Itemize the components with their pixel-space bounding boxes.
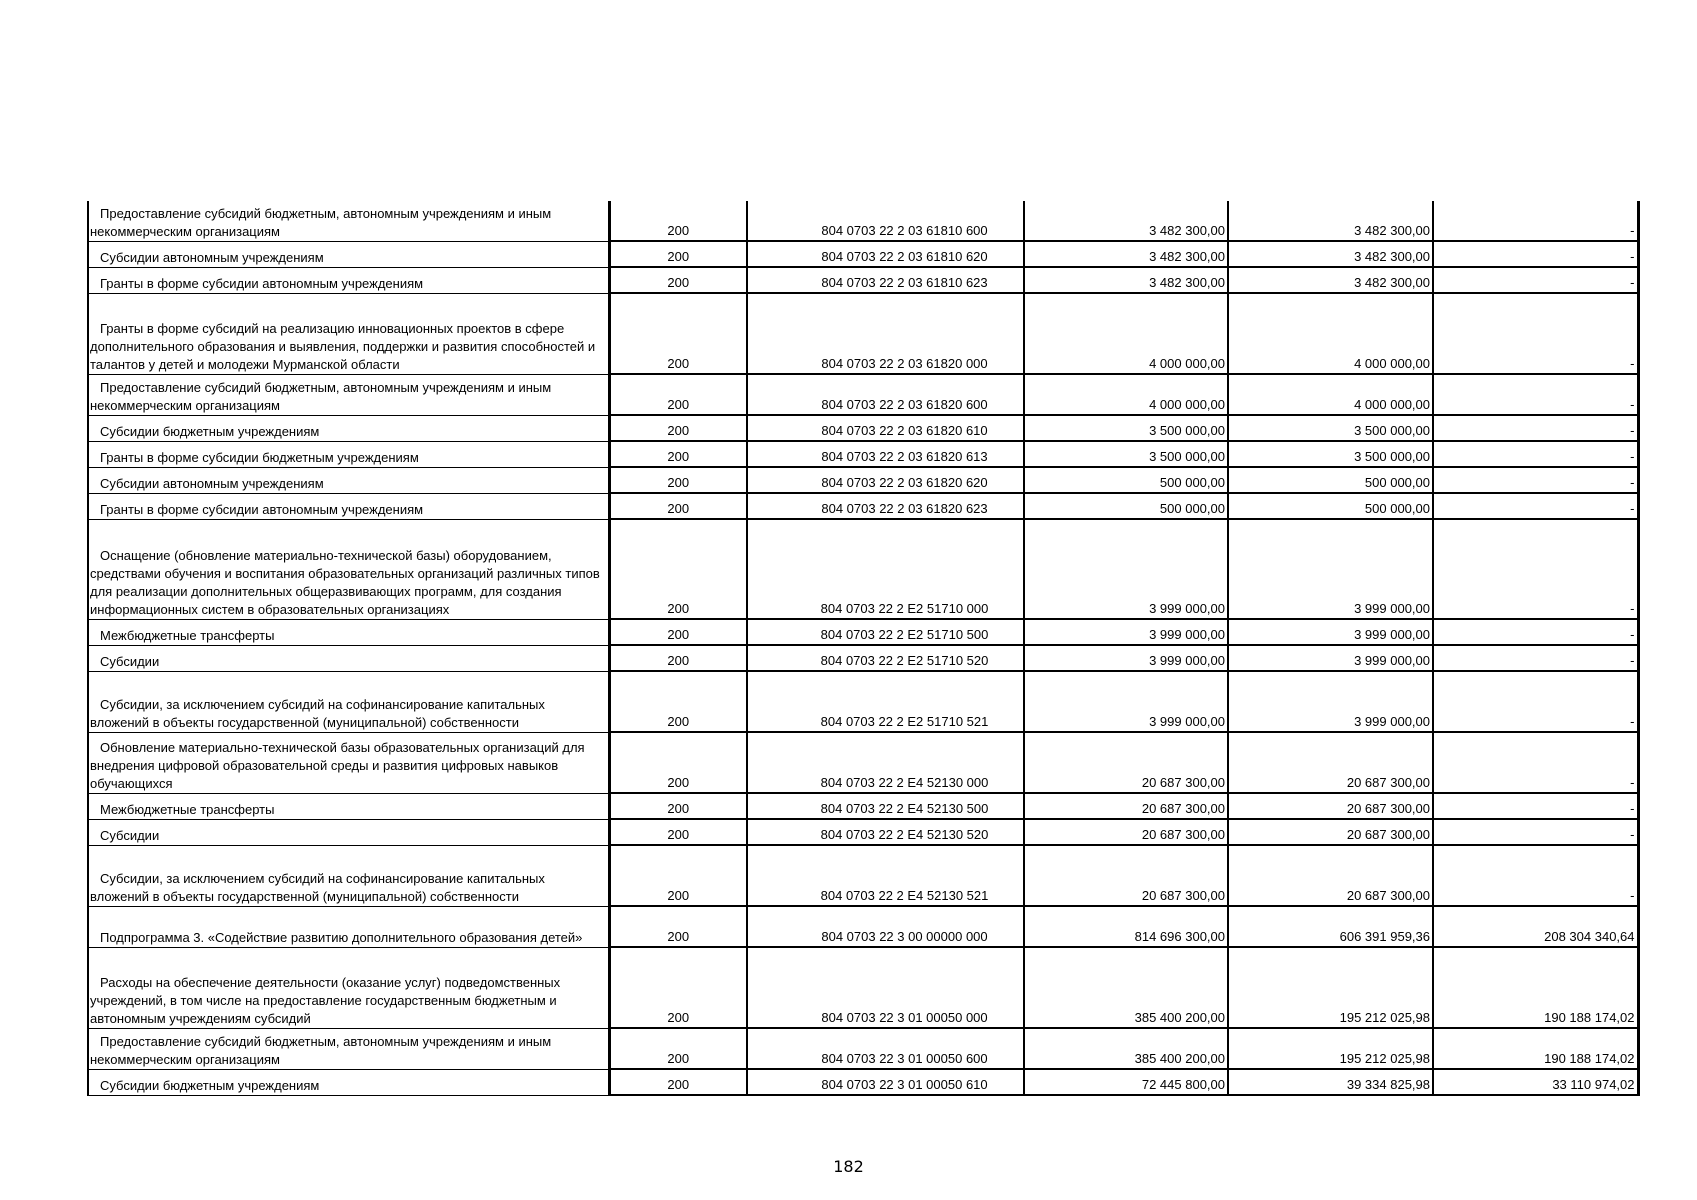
table-row bbox=[88, 947, 1638, 1028]
row-executed-amount-cell: 3 500 000,00 bbox=[1228, 415, 1433, 441]
row-line-code-cell: 200 bbox=[609, 619, 747, 645]
table-row bbox=[88, 1028, 1638, 1069]
row-executed-amount-cell: 3 999 000,00 bbox=[1228, 671, 1433, 732]
row-executed-amount-cell: 20 687 300,00 bbox=[1228, 732, 1433, 793]
page-number: 182 bbox=[833, 1157, 864, 1176]
row-approved-amount-cell: 20 687 300,00 bbox=[1024, 845, 1228, 906]
row-unexecuted-amount-cell: 208 304 340,64 bbox=[1433, 906, 1638, 947]
row-approved-amount-cell: 500 000,00 bbox=[1024, 493, 1228, 519]
row-approved-amount-cell: 3 482 300,00 bbox=[1024, 201, 1228, 241]
row-executed-amount-cell: 3 999 000,00 bbox=[1228, 645, 1433, 671]
table-row bbox=[88, 467, 1638, 493]
table-row bbox=[88, 845, 1638, 906]
row-line-code-cell: 200 bbox=[609, 793, 747, 819]
row-executed-amount-cell: 3 500 000,00 bbox=[1228, 441, 1433, 467]
row-line-code-cell: 200 bbox=[609, 374, 747, 415]
row-budget-code-cell: 804 0703 22 2 03 61810 620 bbox=[747, 241, 1024, 267]
row-name-text: Субсидии bbox=[100, 827, 160, 843]
table-row bbox=[88, 793, 1638, 819]
row-name-text: Субсидии bbox=[100, 653, 160, 669]
row-name-text: Межбюджетные трансферты bbox=[100, 801, 275, 817]
table-row bbox=[88, 267, 1638, 293]
row-unexecuted-amount-cell: - bbox=[1433, 845, 1638, 906]
row-name-cell bbox=[88, 845, 609, 906]
table-row bbox=[88, 732, 1638, 793]
row-budget-code-cell: 804 0703 22 2 03 61810 623 bbox=[747, 267, 1024, 293]
row-name-text: Субсидии бюджетным учреждениям bbox=[100, 423, 320, 439]
row-line-code-cell: 200 bbox=[609, 493, 747, 519]
table-row bbox=[88, 671, 1638, 732]
row-approved-amount-cell: 4 000 000,00 bbox=[1024, 293, 1228, 374]
row-unexecuted-amount-cell: - bbox=[1433, 732, 1638, 793]
row-name-cell bbox=[88, 519, 609, 619]
row-executed-amount-cell: 3 482 300,00 bbox=[1228, 201, 1433, 241]
row-name-cell bbox=[88, 793, 609, 819]
row-unexecuted-amount-cell: - bbox=[1433, 374, 1638, 415]
row-approved-amount-cell: 20 687 300,00 bbox=[1024, 732, 1228, 793]
row-budget-code-cell: 804 0703 22 3 01 00050 000 bbox=[747, 947, 1024, 1028]
row-executed-amount-cell: 500 000,00 bbox=[1228, 467, 1433, 493]
row-name-cell bbox=[88, 1069, 609, 1095]
row-executed-amount-cell: 500 000,00 bbox=[1228, 493, 1433, 519]
row-budget-code-cell: 804 0703 22 3 01 00050 600 bbox=[747, 1028, 1024, 1069]
row-name-text: Субсидии, за исключением субсидий на софинансирование капитальных вложений в объекты государственной (муниципальной) собственности bbox=[90, 870, 545, 904]
row-name-cell bbox=[88, 819, 609, 845]
row-unexecuted-amount-cell: - bbox=[1433, 493, 1638, 519]
row-budget-code-cell: 804 0703 22 2 03 61820 623 bbox=[747, 493, 1024, 519]
table-row bbox=[88, 415, 1638, 441]
row-approved-amount-cell: 3 500 000,00 bbox=[1024, 415, 1228, 441]
row-unexecuted-amount-cell: - bbox=[1433, 671, 1638, 732]
row-line-code-cell: 200 bbox=[609, 732, 747, 793]
row-approved-amount-cell: 3 482 300,00 bbox=[1024, 241, 1228, 267]
budget-execution-table bbox=[87, 201, 1640, 1096]
row-executed-amount-cell: 4 000 000,00 bbox=[1228, 293, 1433, 374]
row-budget-code-cell: 804 0703 22 3 00 00000 000 bbox=[747, 906, 1024, 947]
table-row bbox=[88, 819, 1638, 845]
row-budget-code-cell: 804 0703 22 2 E2 51710 500 bbox=[747, 619, 1024, 645]
row-name-text: Субсидии автономным учреждениям bbox=[100, 475, 324, 491]
row-line-code-cell: 200 bbox=[609, 441, 747, 467]
row-line-code-cell: 200 bbox=[609, 1069, 747, 1095]
table-row bbox=[88, 1069, 1638, 1095]
row-unexecuted-amount-cell: - bbox=[1433, 441, 1638, 467]
row-line-code-cell: 200 bbox=[609, 1028, 747, 1069]
row-name-text: Гранты в форме субсидии автономным учреждениям bbox=[100, 501, 424, 517]
row-approved-amount-cell: 3 999 000,00 bbox=[1024, 645, 1228, 671]
row-line-code-cell: 200 bbox=[609, 947, 747, 1028]
row-name-cell bbox=[88, 732, 609, 793]
row-name-text: Субсидии, за исключением субсидий на софинансирование капитальных вложений в объекты государственной (муниципальной) собственности bbox=[90, 696, 545, 730]
row-executed-amount-cell: 195 212 025,98 bbox=[1228, 1028, 1433, 1069]
row-name-cell bbox=[88, 906, 609, 947]
row-name-cell bbox=[88, 241, 609, 267]
row-budget-code-cell: 804 0703 22 2 03 61820 620 bbox=[747, 467, 1024, 493]
row-executed-amount-cell: 606 391 959,36 bbox=[1228, 906, 1433, 947]
row-name-text: Субсидии бюджетным учреждениям bbox=[100, 1077, 320, 1093]
row-name-text: Предоставление субсидий бюджетным, автономным учреждениям и иным некоммерческим организациям bbox=[90, 205, 552, 239]
row-line-code-cell: 200 bbox=[609, 293, 747, 374]
row-name-text: Подпрограмма 3. «Содействие развитию дополнительного образования детей» bbox=[100, 929, 583, 945]
row-line-code-cell: 200 bbox=[609, 201, 747, 241]
table-row bbox=[88, 201, 1638, 241]
row-budget-code-cell: 804 0703 22 2 03 61820 600 bbox=[747, 374, 1024, 415]
row-unexecuted-amount-cell: - bbox=[1433, 415, 1638, 441]
row-budget-code-cell: 804 0703 22 2 E2 51710 521 bbox=[747, 671, 1024, 732]
row-approved-amount-cell: 72 445 800,00 bbox=[1024, 1069, 1228, 1095]
row-unexecuted-amount-cell: 190 188 174,02 bbox=[1433, 947, 1638, 1028]
row-name-text: Предоставление субсидий бюджетным, автономным учреждениям и иным некоммерческим организациям bbox=[90, 1033, 552, 1067]
row-budget-code-cell: 804 0703 22 2 E2 51710 000 bbox=[747, 519, 1024, 619]
row-line-code-cell: 200 bbox=[609, 671, 747, 732]
row-approved-amount-cell: 20 687 300,00 bbox=[1024, 793, 1228, 819]
table-row bbox=[88, 374, 1638, 415]
table-row bbox=[88, 519, 1638, 619]
row-name-text: Межбюджетные трансферты bbox=[100, 627, 275, 643]
row-executed-amount-cell: 3 482 300,00 bbox=[1228, 241, 1433, 267]
row-line-code-cell: 200 bbox=[609, 519, 747, 619]
row-budget-code-cell: 804 0703 22 2 03 61820 000 bbox=[747, 293, 1024, 374]
row-approved-amount-cell: 3 999 000,00 bbox=[1024, 671, 1228, 732]
row-executed-amount-cell: 20 687 300,00 bbox=[1228, 793, 1433, 819]
row-unexecuted-amount-cell: - bbox=[1433, 467, 1638, 493]
table-row bbox=[88, 906, 1638, 947]
row-executed-amount-cell: 3 999 000,00 bbox=[1228, 519, 1433, 619]
row-budget-code-cell: 804 0703 22 2 03 61810 600 bbox=[747, 201, 1024, 241]
row-name-cell bbox=[88, 415, 609, 441]
row-unexecuted-amount-cell: - bbox=[1433, 519, 1638, 619]
row-name-cell bbox=[88, 467, 609, 493]
row-unexecuted-amount-cell: - bbox=[1433, 201, 1638, 241]
row-line-code-cell: 200 bbox=[609, 467, 747, 493]
row-approved-amount-cell: 4 000 000,00 bbox=[1024, 374, 1228, 415]
row-name-text: Оснащение (обновление материально-технической базы) оборудованием, средствами обучения и воспитания образовательных организаций различных типов для реализации дополнительных общеразвивающих программ, для создания информационных систем в образовательных организациях bbox=[90, 547, 600, 617]
row-unexecuted-amount-cell: - bbox=[1433, 619, 1638, 645]
row-budget-code-cell: 804 0703 22 2 03 61820 613 bbox=[747, 441, 1024, 467]
row-name-cell bbox=[88, 947, 609, 1028]
table-row bbox=[88, 241, 1638, 267]
row-name-text: Предоставление субсидий бюджетным, автономным учреждениям и иным некоммерческим организациям bbox=[90, 379, 552, 413]
row-name-cell bbox=[88, 1028, 609, 1069]
row-approved-amount-cell: 385 400 200,00 bbox=[1024, 1028, 1228, 1069]
row-line-code-cell: 200 bbox=[609, 267, 747, 293]
row-line-code-cell: 200 bbox=[609, 906, 747, 947]
row-approved-amount-cell: 20 687 300,00 bbox=[1024, 819, 1228, 845]
row-name-cell bbox=[88, 201, 609, 241]
row-name-cell bbox=[88, 293, 609, 374]
row-name-cell bbox=[88, 267, 609, 293]
row-unexecuted-amount-cell: - bbox=[1433, 793, 1638, 819]
row-name-text: Субсидии автономным учреждениям bbox=[100, 249, 324, 265]
row-line-code-cell: 200 bbox=[609, 241, 747, 267]
table-body bbox=[88, 201, 1638, 1095]
row-line-code-cell: 200 bbox=[609, 819, 747, 845]
row-name-cell bbox=[88, 493, 609, 519]
row-approved-amount-cell: 3 999 000,00 bbox=[1024, 619, 1228, 645]
row-unexecuted-amount-cell: - bbox=[1433, 819, 1638, 845]
row-approved-amount-cell: 3 500 000,00 bbox=[1024, 441, 1228, 467]
row-budget-code-cell: 804 0703 22 2 E4 52130 000 bbox=[747, 732, 1024, 793]
row-approved-amount-cell: 3 482 300,00 bbox=[1024, 267, 1228, 293]
table-row bbox=[88, 645, 1638, 671]
table-row bbox=[88, 441, 1638, 467]
table-row bbox=[88, 619, 1638, 645]
row-name-cell bbox=[88, 619, 609, 645]
row-approved-amount-cell: 3 999 000,00 bbox=[1024, 519, 1228, 619]
row-unexecuted-amount-cell: - bbox=[1433, 241, 1638, 267]
row-approved-amount-cell: 814 696 300,00 bbox=[1024, 906, 1228, 947]
row-unexecuted-amount-cell: - bbox=[1433, 645, 1638, 671]
row-executed-amount-cell: 3 482 300,00 bbox=[1228, 267, 1433, 293]
row-name-text: Обновление материально-технической базы образовательных организаций для внедрения цифровой образовательной среды и развития цифровых навыков обучающихся bbox=[90, 739, 585, 791]
row-executed-amount-cell: 4 000 000,00 bbox=[1228, 374, 1433, 415]
row-executed-amount-cell: 195 212 025,98 bbox=[1228, 947, 1433, 1028]
row-executed-amount-cell: 20 687 300,00 bbox=[1228, 819, 1433, 845]
row-name-text: Расходы на обеспечение деятельности (оказание услуг) подведомственных учреждений, в том числе на предоставление государственным бюджетным и автономным учреждениям субсидий bbox=[90, 974, 561, 1026]
row-name-cell bbox=[88, 671, 609, 732]
row-unexecuted-amount-cell: 33 110 974,02 bbox=[1433, 1069, 1638, 1095]
row-executed-amount-cell: 3 999 000,00 bbox=[1228, 619, 1433, 645]
row-budget-code-cell: 804 0703 22 3 01 00050 610 bbox=[747, 1069, 1024, 1095]
row-line-code-cell: 200 bbox=[609, 845, 747, 906]
row-line-code-cell: 200 bbox=[609, 645, 747, 671]
row-name-text: Гранты в форме субсидии бюджетным учреждениям bbox=[100, 449, 419, 465]
row-name-cell bbox=[88, 441, 609, 467]
row-budget-code-cell: 804 0703 22 2 E2 51710 520 bbox=[747, 645, 1024, 671]
table-row bbox=[88, 293, 1638, 374]
row-approved-amount-cell: 385 400 200,00 bbox=[1024, 947, 1228, 1028]
row-unexecuted-amount-cell: 190 188 174,02 bbox=[1433, 1028, 1638, 1069]
row-name-text: Гранты в форме субсидии автономным учреждениям bbox=[100, 275, 424, 291]
row-budget-code-cell: 804 0703 22 2 E4 52130 520 bbox=[747, 819, 1024, 845]
row-line-code-cell: 200 bbox=[609, 415, 747, 441]
row-budget-code-cell: 804 0703 22 2 E4 52130 521 bbox=[747, 845, 1024, 906]
table-row bbox=[88, 493, 1638, 519]
row-name-text: Гранты в форме субсидий на реализацию инновационных проектов в сфере дополнительного образования и выявления, поддержки и развития способностей и талантов у детей и молодежи Мурманской области bbox=[90, 320, 596, 372]
row-unexecuted-amount-cell: - bbox=[1433, 267, 1638, 293]
row-unexecuted-amount-cell: - bbox=[1433, 293, 1638, 374]
row-budget-code-cell: 804 0703 22 2 03 61820 610 bbox=[747, 415, 1024, 441]
row-executed-amount-cell: 20 687 300,00 bbox=[1228, 845, 1433, 906]
row-budget-code-cell: 804 0703 22 2 E4 52130 500 bbox=[747, 793, 1024, 819]
row-name-cell bbox=[88, 374, 609, 415]
row-approved-amount-cell: 500 000,00 bbox=[1024, 467, 1228, 493]
row-name-cell bbox=[88, 645, 609, 671]
row-executed-amount-cell: 39 334 825,98 bbox=[1228, 1069, 1433, 1095]
